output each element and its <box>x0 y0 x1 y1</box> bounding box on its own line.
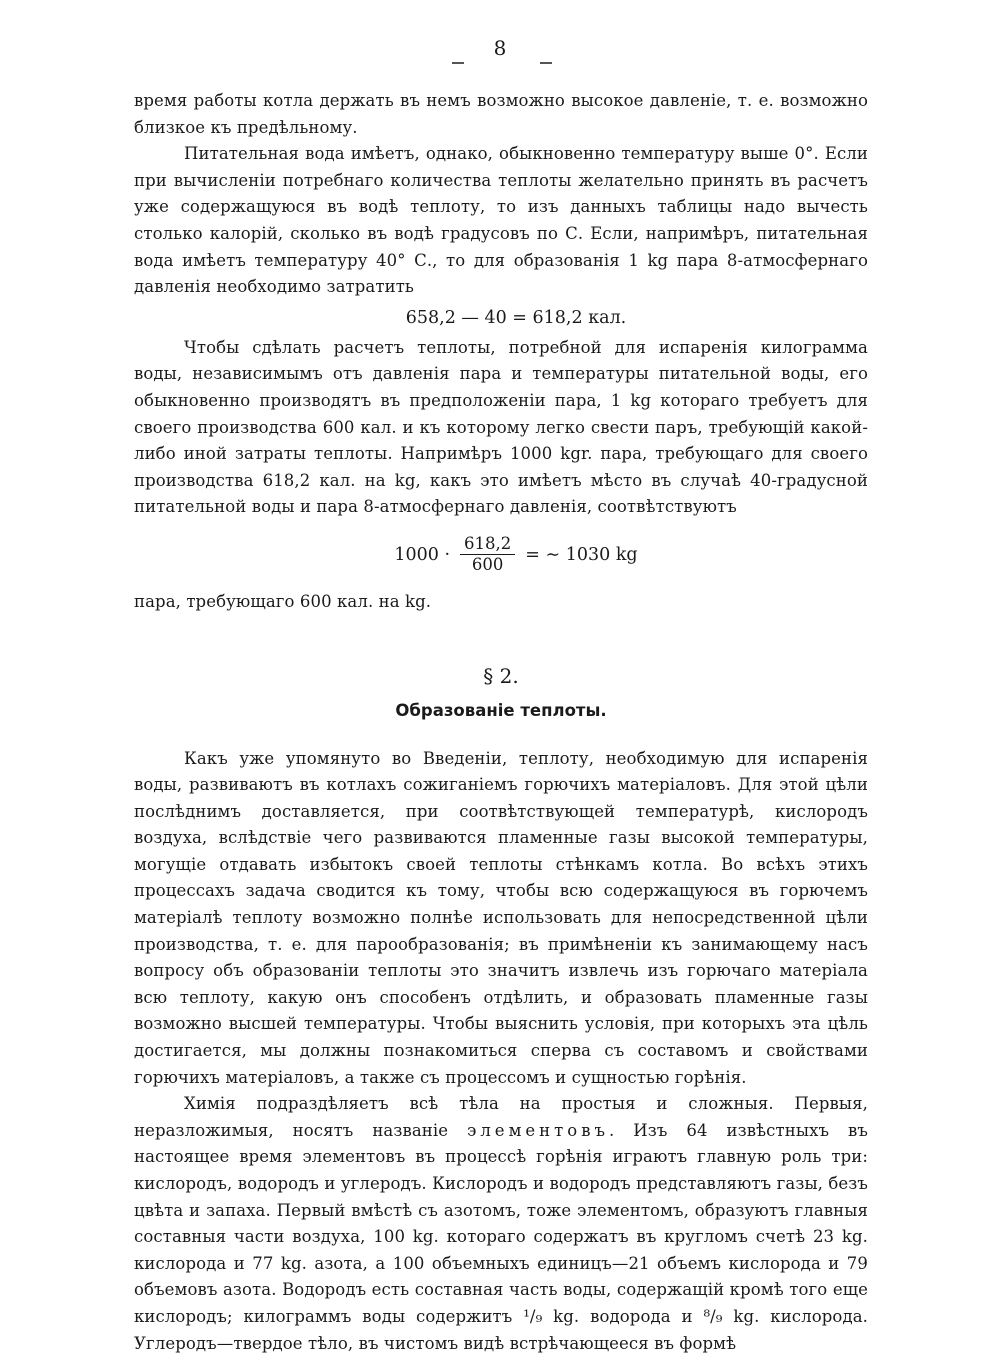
spaced-term: элементовъ <box>467 1120 610 1140</box>
paragraph-chemistry <box>134 1091 868 1357</box>
fraction-denominator: 600 <box>471 555 504 575</box>
fraction-numerator: 618,2 <box>460 534 515 555</box>
text-body <box>134 88 868 1357</box>
chemistry-text-before: Химія подраздѣляетъ всѣ тѣла на простыя и сложныя. Первыя, неразложимыя, носятъ названіе <box>134 1094 868 1140</box>
paragraph-heat-formation: Какъ уже упомянуто во Введеніи, теплоту, необходимую для испаренія воды, развиваютъ въ котлахъ сожиганіемъ горючихъ матеріаловъ. Для этой цѣли послѣднимъ доставляется, при соотвѣтствующей температурѣ, кислородъ воздуха, вслѣдствіе чего развиваются пламенные газы высокой температуры, могущіе отдавать избытокъ своей теплоты стѣнкамъ котла. Во всѣхъ этихъ процессахъ задача сводится къ тому, чтобы всю содержащуюся въ горючемъ матеріалѣ теплоту возможно полнѣе использовать для непосредственной цѣли производства, т. е. для парообразованія; въ примѣненіи къ занимающему насъ вопросу объ образованіи теплоты это значитъ извлечь изъ горючаго матеріала всю теплоту, какую онъ способенъ отдѣлить, и образовать пламенные газы возможно высшей температуры. Чтобы выяснить условія, при которыхъ эта цѣль достигается, мы должны познакомиться сперва съ составомъ и свойствами горючихъ матеріаловъ, а также съ процессомъ и сущностью горѣнія. <box>134 748 868 1087</box>
formula-fraction <box>164 521 868 589</box>
formula-prefix: 1000 · <box>394 544 451 565</box>
section-title: Образованіе теплоты. <box>395 700 607 720</box>
chemistry-text-after: . Изъ 64 извѣстныхъ въ настоящее время элементовъ въ процессѣ горѣнія играютъ главную роль три: кислородъ, водородъ и углеродъ. Кислородъ и водородъ представляютъ газы, безъ цвѣта и запаха. Первый вмѣстѣ съ азотомъ, тоже элементомъ, образуютъ главныя составныя части воздуха, 100 kg. котораго содержатъ въ кругломъ счетѣ 23 kg. кислорода и 77 kg. азота, а 100 объемныхъ единицъ—21 объемъ кислорода и 79 объемовъ азота. Водородъ есть составная часть воды, содержащій кромѣ того еще кислородъ; килограммъ воды содержитъ ¹/₉ kg. водорода и ⁸/₉ kg. кислорода. Углеродъ—твердое тѣло, въ чистомъ видѣ встрѣчающееся въ формѣ <box>134 1120 868 1353</box>
fraction <box>460 534 515 575</box>
page-number: 8 <box>493 36 507 60</box>
formula-suffix: = ∼ 1030 kg <box>525 544 638 565</box>
paragraph-feedwater: Питательная вода имѣетъ, однако, обыкновенно температуру выше 0°. Если при вычисленіи потребнаго количества теплоты желательно принять въ расчетъ уже содержащуюся въ водѣ теплоту, то изъ данныхъ таблицы надо вычесть столько калорій, сколько въ водѣ градусовъ по С. Если, напримѣръ, питательная вода имѣетъ температуру 40° С., то для образованія 1 kg пара 8-атмосфернаго давленія необходимо затратить <box>134 144 868 297</box>
formula-heat: 658,2 — 40 = 618,2 кал. <box>405 307 627 328</box>
printer-marks <box>452 62 552 66</box>
paragraph-continuation: время работы котла держать въ немъ возможно высокое давленіе, т. е. возможно близкое къ предѣльному. <box>134 91 868 137</box>
paragraph-after-formula: пара, требующаго 600 кал. на kg. <box>134 591 432 611</box>
paragraph-calculation: Чтобы сдѣлать расчетъ теплоты, потребной для испаренія килограмма воды, независимымъ отъ давленія пара и температуры питательной воды, его обыкновенно производятъ въ предположеніи пара, 1 kg котораго требуетъ для своего производства 600 кал. и къ которому легко свести паръ, требующій какой-либо иной затраты теплоты. Напримѣръ 1000 kgr. пара, требующаго для своего производства 618,2 кал. на kg, какъ это имѣетъ мѣсто въ случаѣ 40-градусной питательной воды и пара 8-атмосфернаго давленія, соотвѣтствуютъ <box>134 337 868 517</box>
section-number: § 2. <box>483 663 519 688</box>
